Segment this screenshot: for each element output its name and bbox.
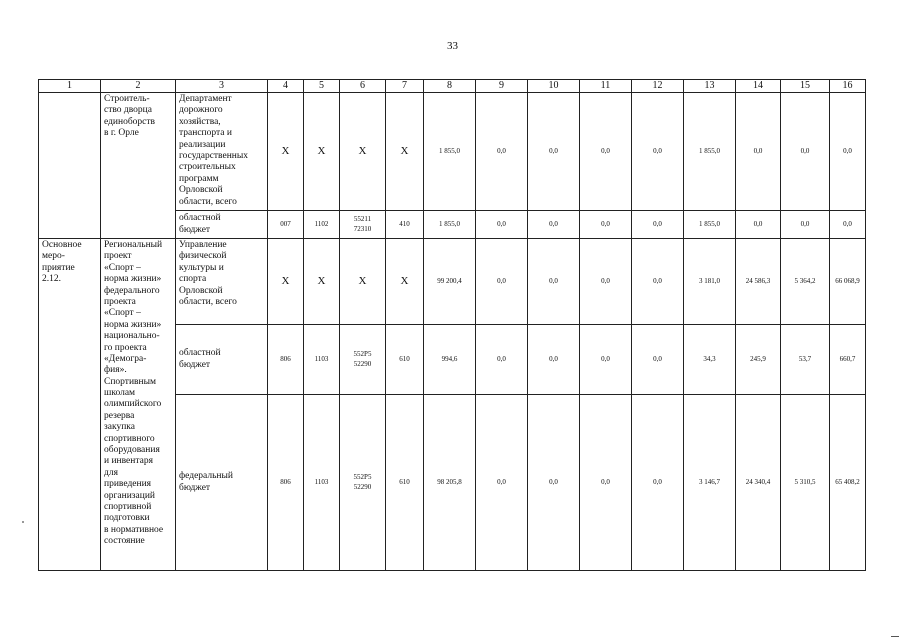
rzpr-cell: Х (304, 239, 340, 325)
scan-mark (891, 636, 899, 637)
value-cell: 0,0 (632, 93, 684, 211)
header-cell: 16 (830, 80, 866, 93)
page-number: 33 (447, 40, 458, 52)
value-cell: 0,0 (528, 93, 580, 211)
value-cell: 65 408,2 (830, 395, 866, 571)
value-cell: 994,6 (424, 325, 476, 395)
value-cell: 34,3 (684, 325, 736, 395)
header-cell: 9 (476, 80, 528, 93)
grbs-cell: 806 (268, 395, 304, 571)
responsible-cell: областной бюджет (176, 211, 268, 239)
value-cell: 1 855,0 (424, 93, 476, 211)
csr-cell: 552P5 52290 (340, 395, 386, 571)
value-cell: 245,9 (736, 325, 781, 395)
value-cell: 0,0 (580, 395, 632, 571)
budget-table (38, 79, 866, 571)
value-cell: 0,0 (580, 325, 632, 395)
rzpr-cell: 1103 (304, 395, 340, 571)
value-cell: 98 205,8 (424, 395, 476, 571)
value-cell: 99 200,4 (424, 239, 476, 325)
csr-cell: Х (340, 93, 386, 211)
responsible-cell: Департамент дорожного хозяйства, транспорта и реализации государственных строительных программ Орловской области, всего (176, 93, 268, 211)
responsible-cell: Управление физической культуры и спорта Орловской области, всего (176, 239, 268, 325)
value-cell: 3 181,0 (684, 239, 736, 325)
vr-cell: 610 (386, 325, 424, 395)
value-cell: 5 310,5 (781, 395, 830, 571)
value-cell: 0,0 (736, 211, 781, 239)
grbs-cell: Х (268, 93, 304, 211)
vr-cell: Х (386, 93, 424, 211)
value-cell: 0,0 (476, 325, 528, 395)
event-number-cell (39, 93, 101, 239)
value-cell: 66 068,9 (830, 239, 866, 325)
event-name-cell: Региональный проект «Спорт – норма жизни» федерального проекта «Спорт – норма жизни» национально- го проекта «Демогра- фия». Спортивным школам олимпийского резерва закупка спортивного оборудования и инвентаря для приведения организаций спортивной подготовки в нормативное состояние (101, 239, 176, 571)
csr-cell: 552P5 52290 (340, 325, 386, 395)
value-cell: 0,0 (476, 93, 528, 211)
value-cell: 0,0 (476, 239, 528, 325)
vr-cell: 610 (386, 395, 424, 571)
value-cell: 0,0 (632, 325, 684, 395)
vr-cell: 410 (386, 211, 424, 239)
vr-cell: Х (386, 239, 424, 325)
rzpr-cell: 1102 (304, 211, 340, 239)
value-cell: 0,0 (830, 93, 866, 211)
header-cell: 15 (781, 80, 830, 93)
header-cell: 3 (176, 80, 268, 93)
csr-cell: Х (340, 239, 386, 325)
responsible-cell: федеральный бюджет (176, 395, 268, 571)
value-cell: 53,7 (781, 325, 830, 395)
grbs-cell: 007 (268, 211, 304, 239)
value-cell: 0,0 (476, 395, 528, 571)
value-cell: 0,0 (580, 239, 632, 325)
responsible-cell: областной бюджет (176, 325, 268, 395)
header-cell: 1 (39, 80, 101, 93)
header-cell: 14 (736, 80, 781, 93)
header-cell: 7 (386, 80, 424, 93)
value-cell: 0,0 (476, 211, 528, 239)
value-cell: 0,0 (781, 93, 830, 211)
value-cell: 0,0 (632, 239, 684, 325)
value-cell: 24 340,4 (736, 395, 781, 571)
header-cell: 4 (268, 80, 304, 93)
value-cell: 0,0 (830, 211, 866, 239)
rzpr-cell: 1103 (304, 325, 340, 395)
csr-cell: 55211 72310 (340, 211, 386, 239)
value-cell: 0,0 (632, 211, 684, 239)
value-cell: 0,0 (736, 93, 781, 211)
value-cell: 0,0 (528, 325, 580, 395)
value-cell: 0,0 (528, 239, 580, 325)
header-cell: 12 (632, 80, 684, 93)
value-cell: 5 364,2 (781, 239, 830, 325)
table-row (39, 93, 866, 211)
value-cell: 3 146,7 (684, 395, 736, 571)
value-cell: 0,0 (632, 395, 684, 571)
value-cell: 0,0 (580, 93, 632, 211)
event-name-cell: Строитель- ство дворца единоборств в г. Орле (101, 93, 176, 239)
grbs-cell: Х (268, 239, 304, 325)
grbs-cell: 806 (268, 325, 304, 395)
header-cell: 2 (101, 80, 176, 93)
value-cell: 0,0 (781, 211, 830, 239)
table-row (39, 239, 866, 325)
header-cell: 11 (580, 80, 632, 93)
value-cell: 0,0 (528, 395, 580, 571)
header-row (39, 80, 866, 93)
header-cell: 5 (304, 80, 340, 93)
header-cell: 13 (684, 80, 736, 93)
value-cell: 0,0 (580, 211, 632, 239)
header-cell: 10 (528, 80, 580, 93)
value-cell: 24 586,3 (736, 239, 781, 325)
value-cell: 0,0 (528, 211, 580, 239)
header-cell: 6 (340, 80, 386, 93)
event-number-cell: Основное меро- приятие 2.12. (39, 239, 101, 571)
value-cell: 1 855,0 (684, 211, 736, 239)
value-cell: 660,7 (830, 325, 866, 395)
scan-speck (22, 521, 24, 523)
rzpr-cell: Х (304, 93, 340, 211)
value-cell: 1 855,0 (424, 211, 476, 239)
header-cell: 8 (424, 80, 476, 93)
value-cell: 1 855,0 (684, 93, 736, 211)
